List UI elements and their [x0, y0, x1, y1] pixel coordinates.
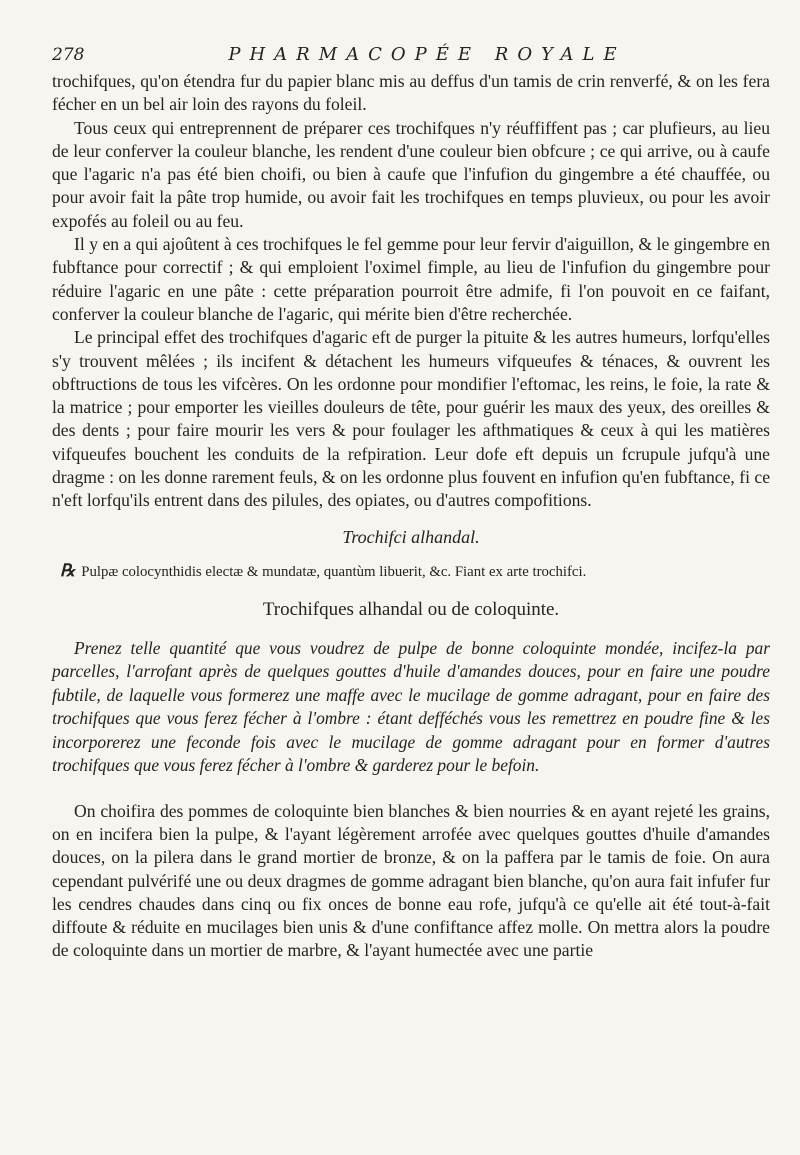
paragraph: trochifques, qu'on étendra fur du papier blanc mis au deffus d'un tamis de crin renverfé, & on les fera fécher en un bel air loin des rayons du foleil.: [52, 71, 770, 115]
paragraph: Tous ceux qui entreprennent de préparer ces trochifques n'y réuffiffent pas ; car plufieurs, au lieu de leur conferver la couleur blanche, les rendent d'une couleur bien obfcure ; ce qui arrive, ou à caufe que l'agaric n'a pas été bien choifi, ou bien à caufe que l'infufion du gingembre a été chauffée, ou pour avoir fait la pâte trop humide, ou avoir fait les trochifques en temps pluvieux, ou pour les avoir expofés au foleil ou au feu.: [52, 117, 770, 231]
paragraph: Il y en a qui ajoûtent à ces trochifques le fel gemme pour leur fervir d'aiguillon, & le gingembre en fubftance pour correctif ; & qui emploient l'oximel fimple, au lieu de l'infufion du gingembre pour réduire l'agaric en une pâte : cette préparation pourroit être admife, fi l'on pouvoit en ce faifant, conferver la couleur blanche de l'agaric, qui mérite bien d'être recherchée.: [52, 234, 770, 324]
recipe-french-title: Trochifques alhandal ou de coloquinte.: [262, 598, 560, 620]
page-number: 278: [52, 45, 85, 65]
recipe-formula: [60, 560, 770, 583]
recipe-rx-icon: ℞: [60, 560, 76, 580]
recipe-instructions: Prenez telle quantité que vous voudrez de pulpe de bonne coloquinte mondée, incifez-la par parcelles, l'arrofant après de quelques gouttes d'huile d'amandes douces, pour en faire une poudre fubtile, de laquelle vous formerez une maffe avec le mucilage de gomme adragant, pour en faire des trochifques que vous ferez fécher à l'ombre : étant defféchés vous les remettrez en poudre fine & les incorporerez une feconde fois avec le mucilage de gomme adragant pour en former d'autres trochifques que vous ferez fécher à l'ombre & garderez pour le befoin.: [52, 637, 770, 776]
body-text: [52, 70, 770, 513]
paragraph: Le principal effet des trochifques d'agaric eft de purger la pituite & les autres humeurs, lorfqu'elles s'y trouvent mêlées ; ils incifent & détachent les humeurs vifqueufes & ténaces, & ouvrent les obftructions de tous les vifcères. On les ordonne pour mondifier l'eftomac, les reins, le foie, la rate & la matrice ; pour emporter les vieilles douleurs de tête, pour guérir les maux des yeux, des oreilles & des dents ; pour faire mourir les vers & pour foulager les afthmatiques & ceux à qui les matières vifqueufes bouchent les conduits de la refpiration. Leur dofe eft depuis un fcrupule jufqu'à une dragme : on les donne rarement feuls, & on les ordonne plus fouvent en infufion qu'en fubftance, fi ce n'eft lorfqu'ils entrent dans des pilules, des opiates, ou d'autres compofitions.: [52, 327, 770, 511]
formula-text: Pulpæ colocynthidis electæ & mundatæ, quantùm libuerit, &c. Fiant ex arte trochifci.: [81, 563, 587, 580]
page-header: [52, 44, 770, 68]
recipe-method: On choifira des pommes de coloquinte bien blanches & bien nourries & en ayant rejeté les grains, on en incifera bien la pulpe, & l'ayant légèrement arrofée avec quelques gouttes d'huile d'amandes douces, on la pilera dans le grand mortier de bronze, & on la paffera par le tamis de foie. On aura cependant pulvérifé une ou deux dragmes de gomme adragant bien blanche, qu'on aura fait infufer fur les cendres chaudes dans cinq ou fix onces de bonne eau rofe, jufqu'à ce qu'elle ait été tout-à-fait diffoute & réduite en mucilages bien unis & d'une confiftance affez molle. On mettra alors la poudre de coloquinte dans un mortier de marbre, & l'ayant humectée avec une partie: [52, 800, 770, 961]
running-head: PHARMACOPÉE ROYALE: [228, 44, 626, 65]
recipe-latin-title: Trochifci alhandal.: [342, 526, 480, 547]
